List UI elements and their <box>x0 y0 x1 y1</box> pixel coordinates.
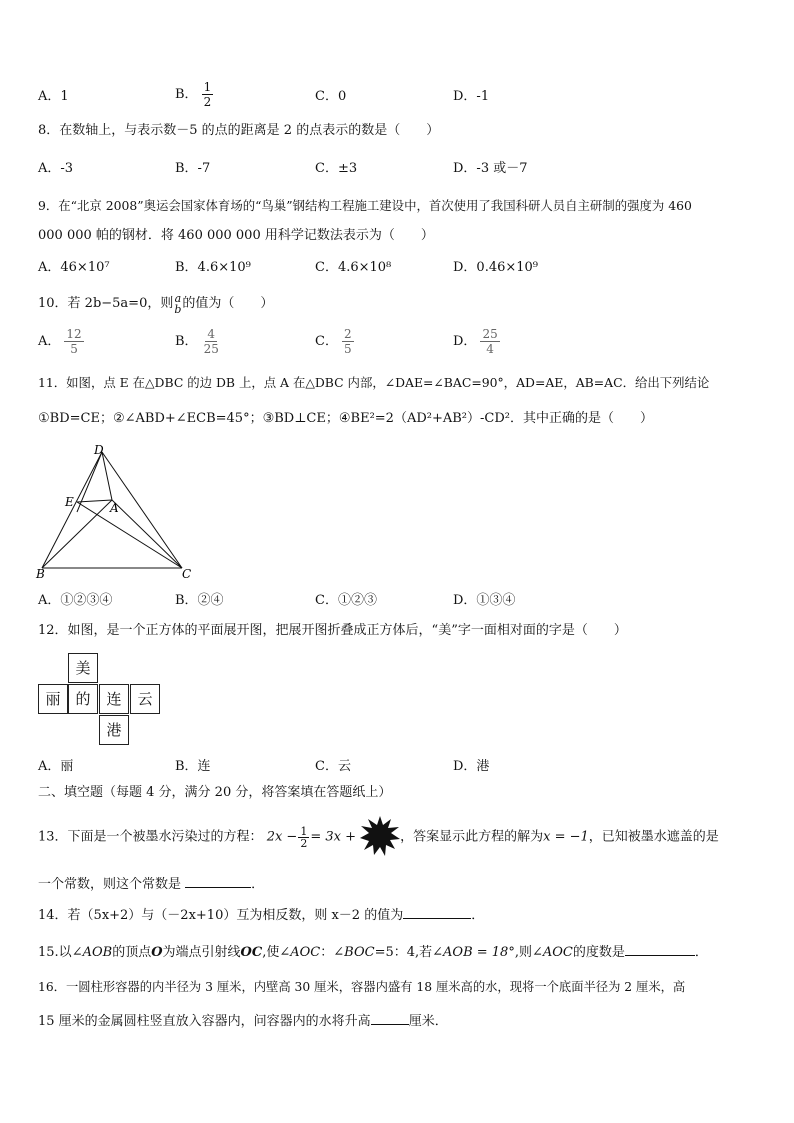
q16-stem-line1: 16．一圆柱形容器的内半径为 3 厘米，内壁高 30 厘米，容器内盛有 18 厘米高的水，现将一个底面半径为 2 厘米，高 <box>38 980 686 994</box>
q15-part2: 的顶点 <box>112 945 152 960</box>
q12-option-a[interactable]: A．丽 <box>38 759 74 774</box>
q15-angle-aob: ∠AOB <box>71 945 113 960</box>
q14-text: 14．若（5x+2）与（－2x+10）互为相反数，则 x－2 的值为 <box>38 908 404 923</box>
q13-stem-line2 <box>38 873 264 894</box>
q10-frac-numerator: a <box>174 291 182 305</box>
q7-b-denominator: 2 <box>203 95 212 109</box>
q13-line2-end: ． <box>251 877 265 892</box>
q13-frac-num: 1 <box>300 824 308 838</box>
q10-b-num: 4 <box>207 327 216 341</box>
q12-option-d[interactable]: D．港 <box>453 759 490 774</box>
q8-option-c[interactable]: C．±3 <box>315 161 358 176</box>
q13-mid: ，答案显示此方程的解为 <box>400 829 544 845</box>
q10-frac-denominator: b <box>174 302 182 316</box>
label-c: C <box>182 567 192 580</box>
label-e: E <box>65 495 74 509</box>
cube-face-yun: 云 <box>130 684 160 714</box>
q15-angle-aoc: ∠AOC <box>279 945 321 960</box>
q10-c-num: 2 <box>343 327 352 341</box>
q15-angle-aoc-2: ∠AOC <box>531 945 573 960</box>
q15-part6: =5：4,若 <box>374 945 433 960</box>
q7-option-b[interactable] <box>175 80 213 109</box>
segment-ac <box>112 500 182 568</box>
q13-frac-den: 2 <box>300 836 308 850</box>
q15-part8: 的度数是 <box>572 945 625 960</box>
q16-stem-line2 <box>38 1010 448 1031</box>
q14-stem <box>38 904 484 925</box>
label-a: A <box>110 501 119 515</box>
q13-eq-right: = 3x + <box>310 829 356 845</box>
q10-d-prefix: D． <box>453 334 477 349</box>
q15-answer-blank[interactable] <box>625 941 695 956</box>
q10-d-fraction <box>480 327 499 356</box>
q12-option-b[interactable]: B．连 <box>175 759 211 774</box>
q10-a-fraction <box>64 327 83 356</box>
q10-a-prefix: A． <box>38 334 61 349</box>
q16-answer-blank[interactable] <box>371 1010 409 1025</box>
q10-option-d[interactable] <box>453 327 500 356</box>
q10-b-den: 25 <box>203 342 219 356</box>
q15-end: ． <box>694 945 708 960</box>
label-b: B <box>36 567 45 580</box>
q16-suffix: 厘米． <box>408 1014 448 1029</box>
q10-stem-prefix: 10．若 2b−5a=0，则 <box>38 296 174 311</box>
segment-d-inner <box>77 452 102 512</box>
cube-face-lian: 连 <box>99 684 129 714</box>
q13-half-fraction <box>298 826 309 849</box>
q10-a-over-b-fraction <box>174 293 181 315</box>
q11-triangle-figure <box>30 440 200 580</box>
q13-line2: 一个常数，则这个常数是 <box>38 877 182 892</box>
segment-db <box>42 452 102 568</box>
q10-c-den: 5 <box>343 342 352 356</box>
q11-stem-line1: 11．如图，点 E 在△DBC 的边 DB 上，点 A 在△DBC 内部，∠DAE=∠BAC=90°，AD=AE，AB=AC．给出下列结论 <box>38 375 710 390</box>
cube-face-mei: 美 <box>68 653 98 683</box>
q15-ray-oc: OC <box>240 945 263 960</box>
q14-end: ． <box>471 908 485 923</box>
q10-stem-suffix: 的值为（ ） <box>182 296 274 311</box>
q9-option-d[interactable]: D．0.46×10⁹ <box>453 260 539 275</box>
q13-prefix: 13．下面是一个被墨水污染过的方程： <box>38 829 263 845</box>
q10-c-prefix: C． <box>315 334 338 349</box>
q7-option-b-fraction <box>202 80 214 109</box>
q10-b-fraction <box>202 327 221 356</box>
q8-stem: 8．在数轴上，与表示数－5 的点的距离是 2 的点表示的数是（ ） <box>38 123 440 138</box>
q15-part5: ： <box>320 945 334 960</box>
q15-part3: 为端点引射线 <box>162 945 241 960</box>
q11-option-b[interactable]: B．②④ <box>175 593 224 608</box>
section-2-heading: 二、填空题（每题 4 分，满分 20 分，将答案填在答题纸上） <box>38 785 392 800</box>
q15-part1: 15.以 <box>38 945 72 960</box>
q11-option-d[interactable]: D．①③④ <box>453 593 516 608</box>
q9-option-b[interactable]: B．4.6×10⁹ <box>175 260 251 275</box>
q8-option-d[interactable]: D．-3 或－7 <box>453 161 528 176</box>
q12-stem: 12．如图，是一个正方体的平面展开图，把展开图折叠成正方体后，“美”字一面相对面的字是（ ） <box>38 623 627 638</box>
q13-suffix: ，已知被墨水遮盖的是 <box>588 829 719 845</box>
q10-c-fraction <box>342 327 354 356</box>
label-d: D <box>94 443 104 457</box>
q11-stem-line2: ①BD=CE；②∠ABD+∠ECB=45°；③BD⊥CE；④BE²=2（AD²+AB²）-CD²．其中正确的是（ ） <box>38 411 653 426</box>
q10-b-prefix: B． <box>175 334 198 349</box>
cube-face-de: 的 <box>68 684 98 714</box>
q11-option-c[interactable]: C．①②③ <box>315 593 377 608</box>
q11-option-a[interactable]: A．①②③④ <box>38 593 113 608</box>
q13-answer-blank[interactable] <box>185 873 251 888</box>
q14-answer-blank[interactable] <box>403 904 471 919</box>
q10-a-num: 12 <box>66 327 82 341</box>
ink-blot-icon <box>360 824 400 850</box>
segment-ba <box>42 500 112 568</box>
q8-option-b[interactable]: B．-7 <box>175 161 211 176</box>
q10-option-a[interactable] <box>38 327 84 356</box>
q7-option-d[interactable]: D．-1 <box>453 89 490 104</box>
q15-part7: ,则 <box>514 945 532 960</box>
q7-b-numerator: 1 <box>203 80 212 94</box>
q9-stem-line1: 9．在“北京 2008”奥运会国家体育场的“鸟巢”钢结构工程施工建设中，首次使用了我国科研人员自主研制的强度为 460 <box>38 198 692 213</box>
q10-stem <box>38 290 273 318</box>
cube-face-gang: 港 <box>99 715 129 745</box>
q12-option-c[interactable]: C．云 <box>315 759 351 774</box>
q7-option-b-prefix: B． <box>175 87 198 102</box>
q15-point-o: O <box>151 945 163 960</box>
q10-d-den: 4 <box>486 342 494 356</box>
q7-option-a[interactable]: A．1 <box>38 89 69 104</box>
q7-option-c[interactable]: C．0 <box>315 89 347 104</box>
q9-stem-line2: 000 000 帕的钢材．将 460 000 000 用科学记数法表示为（ ） <box>38 228 434 243</box>
q13-eq-left: 2x − <box>266 829 298 845</box>
q10-option-b[interactable] <box>175 327 221 356</box>
q15-angle-boc: ∠BOC <box>333 945 375 960</box>
q8-option-a[interactable]: A．-3 <box>38 161 74 176</box>
cube-face-li: 丽 <box>38 684 68 714</box>
q13-solution: x = −1 <box>543 829 589 845</box>
q13-stem-line1 <box>38 824 719 851</box>
q10-a-den: 5 <box>70 342 78 356</box>
q9-option-a[interactable]: A．46×10⁷ <box>38 260 110 275</box>
q16-prefix: 15 厘米的金属圆柱竖直放入容器内，问容器内的水将升高 <box>38 1014 371 1029</box>
q15-stem <box>38 941 708 962</box>
q10-d-num: 25 <box>482 327 498 341</box>
q15-angle-aob-value: ∠AOB = 18° <box>432 945 515 960</box>
q15-part4: ,使 <box>262 945 280 960</box>
q9-option-c[interactable]: C．4.6×10⁸ <box>315 260 392 275</box>
segment-ec <box>77 502 182 568</box>
q10-option-c[interactable] <box>315 327 354 356</box>
